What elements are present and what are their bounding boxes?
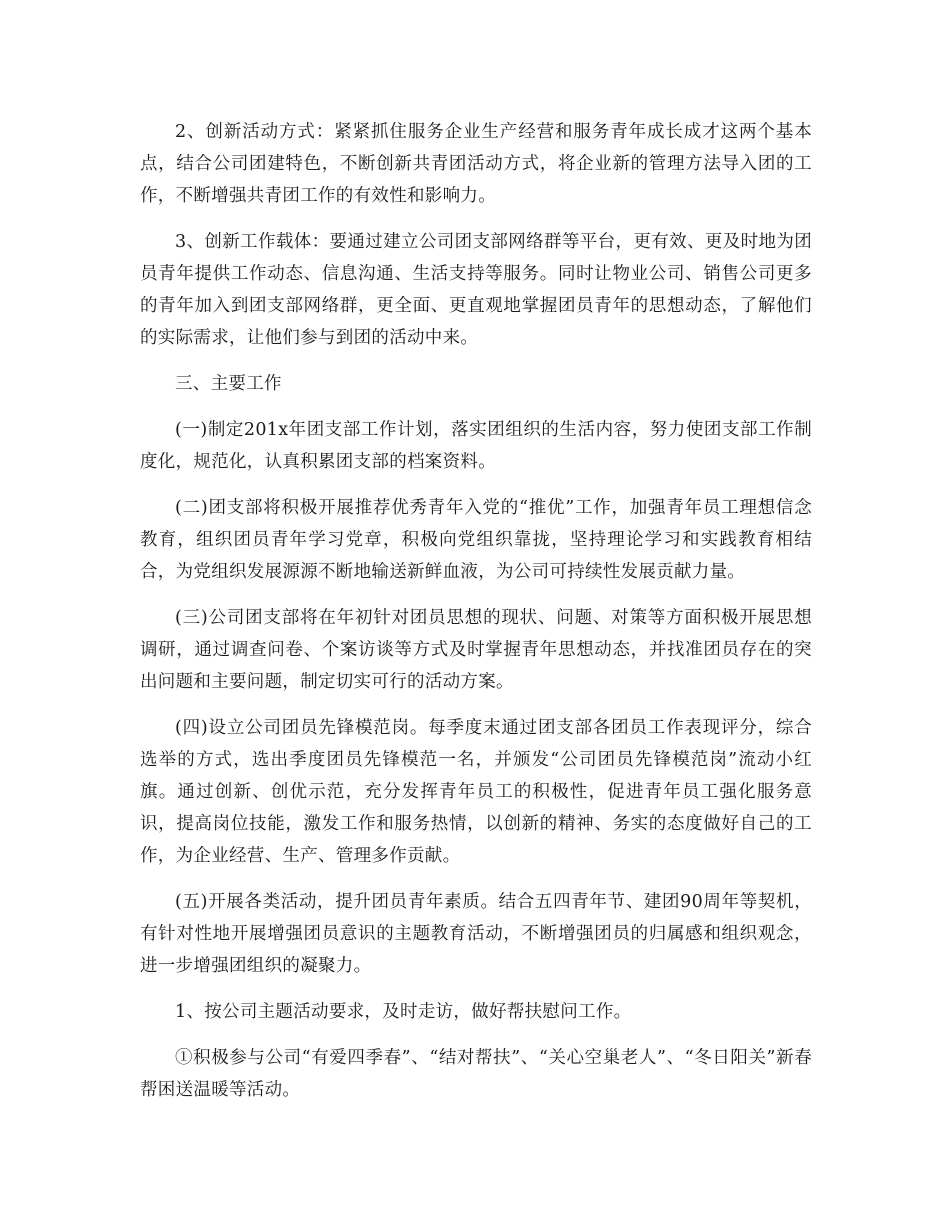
paragraph-sub-1-visit-support: 1、按公司主题活动要求，及时走访，做好帮扶慰问工作。 [175,1002,632,1022]
paragraph-innovate-work-carrier: 3、创新工作载体：要通过建立公司团支部网络群等平台，更有效、更及时地为团员青年提供工作动态、信息沟通、生活支持等服务。同时让物业公司、销售公司更多的青年加入到团支部网络群，更全面、更直观地掌握团员青年的思想动态，了解他们的实际需求，让他们参与到团的活动中来。 [140,232,812,348]
section-heading-main-work: 三、主要工作 [175,374,282,394]
paragraph-item-4-pioneer-post: (四)设立公司团员先锋模范岗。每季度末通过团支部各团员工作表现评分，综合选举的方式，选出季度团员先锋模范一名，并颁发“公司团员先锋模范岗”流动小红旗。通过创新、创优示范，充分发挥青年员工的积极性，促进青年员工强化服务意识，提高岗位技能，激发工作和服务热情，以创新的精神、务实的态度做好自己的工作，为企业经营、生产、管理多作贡献。 [140,718,812,866]
paragraph-item-2-recommend-excellent: (二)团支部将积极开展推荐优秀青年入党的“推优”工作，加强青年员工理想信念教育，组织团员青年学习党章，积极向党组织靠拢，坚持理论学习和实践教育相结合，为党组织发展源源不断地输送新鲜血液，为公司可持续性发展贡献力量。 [140,498,812,582]
paragraph-item-1-work-plan: (一)制定201x年团支部工作计划，落实团组织的生活内容，努力使团支部工作制度化，规范化，认真积累团支部的档案资料。 [140,420,812,472]
paragraph-innovate-activity-method: 2、创新活动方式：紧紧抓住服务企业生产经营和服务青年成长成才这两个基本点，结合公司团建特色，不断创新共青团活动方式，将企业新的管理方法导入团的工作，不断增强共青团工作的有效性和影响力。 [140,122,812,206]
paragraph-sub-circle-1-participate: ①积极参与公司“有爱四季春”、“结对帮扶”、“关心空巢老人”、“冬日阳关”新春帮困送温暖等活动。 [140,1048,812,1100]
paragraph-item-5-activities: (五)开展各类活动，提升团员青年素质。结合五四青年节、建团90周年等契机，有针对性地开展增强团员意识的主题教育活动，不断增强团员的归属感和组织观念，进一步增强团组织的凝聚力。 [140,892,812,976]
document-body [140,116,812,1120]
paragraph-item-3-research: (三)公司团支部将在年初针对团员思想的现状、问题、对策等方面积极开展思想调研，通过调查问卷、个案访谈等方式及时掌握青年思想动态，并找准团员存在的突出问题和主要问题，制定切实可行的活动方案。 [140,608,812,692]
